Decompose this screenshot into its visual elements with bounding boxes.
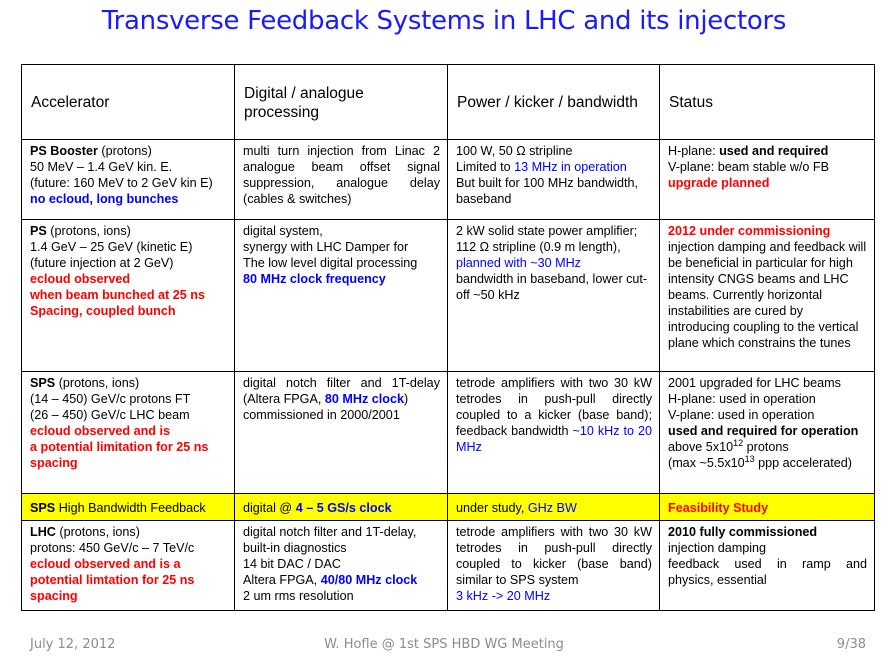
cell-digital <box>235 521 448 611</box>
footer-author: W. Hofle @ 1st SPS HBD WG Meeting <box>324 637 564 652</box>
cell-digital <box>235 220 448 372</box>
cell-text: 2 kW solid state power amplifier; <box>456 224 638 238</box>
row-lhc <box>22 521 875 611</box>
header-status: Status <box>660 65 875 140</box>
superscript: 13 <box>744 453 755 464</box>
cell-text: ecloud observed <box>30 272 131 286</box>
cell-power <box>448 494 660 521</box>
cell-text: (max ~5.5x10 <box>668 456 745 470</box>
cell-text: digital notch filter and 1T-delay (Altera FPGA, <box>243 376 440 406</box>
cell-text: 2001 upgraded for LHC beams <box>668 376 841 390</box>
cell-text: digital @ <box>243 500 296 515</box>
table-header-row <box>22 65 875 140</box>
cell-accel <box>22 140 235 220</box>
cell-text: SPS <box>30 376 56 390</box>
cell-text: planned with ~30 MHz <box>456 256 581 270</box>
cell-text: feedback used in ramp and physics, essential <box>668 557 867 587</box>
cell-text: 3 kHz -> 20 MHz <box>456 589 551 603</box>
cell-text: Limited to <box>456 160 515 174</box>
cell-text: commissioned in 2000/2001 <box>243 408 400 422</box>
cell-text: used and required for operation <box>668 424 859 438</box>
cell-text: 2 um rms resolution <box>243 589 354 603</box>
cell-text: (protons, ions) <box>55 376 140 390</box>
cell-text: GHz BW <box>527 500 577 515</box>
cell-text: 14 bit DAC / DAC <box>243 557 341 571</box>
footer-page-number: 9/38 <box>836 637 866 652</box>
cell-status <box>660 521 875 611</box>
cell-text: a potential limitation for 25 ns spacing <box>30 440 209 470</box>
cell-text: But built for 100 MHz bandwidth, baseband <box>456 176 639 206</box>
cell-text: when beam bunched at 25 ns <box>30 288 205 302</box>
cell-power <box>448 372 660 494</box>
cell-text: Altera FPGA, <box>243 573 321 587</box>
cell-digital <box>235 372 448 494</box>
header-digital-analogue: Digital / analogue processing <box>235 65 448 140</box>
cell-status <box>660 140 875 220</box>
cell-text: The low level digital processing <box>243 256 418 270</box>
cell-digital <box>235 140 448 220</box>
cell-text: 50 MeV – 1.4 GeV kin. E. <box>30 160 173 174</box>
cell-status <box>660 372 875 494</box>
cell-text: H-plane: used in operation <box>668 392 816 406</box>
cell-text: bandwidth in baseband, lower cut-off ~50 kHz <box>456 272 648 302</box>
cell-text: protons: 450 GeV/c – 7 TeV/c <box>30 541 195 555</box>
cell-text: 40/80 MHz clock <box>320 573 418 587</box>
cell-text: used and required <box>719 144 829 158</box>
cell-text: tetrode amplifiers with two 30 kW tetrodes in push-pull directly coupled to a kicker (base band); feedback bandwidth <box>456 376 652 438</box>
cell-power <box>448 220 660 372</box>
cell-text: synergy with LHC Damper for <box>243 240 409 254</box>
cell-text: protons <box>743 440 789 454</box>
cell-power <box>448 521 660 611</box>
header-power-kicker: Power / kicker / bandwidth <box>448 65 660 140</box>
cell-text: 112 Ω stripline (0.9 m length), <box>456 240 621 254</box>
feedback-systems-table <box>21 64 875 611</box>
cell-text: no ecloud, long bunches <box>30 192 179 206</box>
cell-accel <box>22 220 235 372</box>
cell-text: 80 MHz clock frequency <box>243 272 386 286</box>
cell-accel <box>22 494 235 521</box>
cell-text: ecloud observed and is a potential limtation for 25 ns spacing <box>30 557 195 603</box>
cell-accel <box>22 521 235 611</box>
cell-text: 1.4 GeV – 25 GeV (kinetic E) <box>30 240 193 254</box>
cell-text: 13 MHz in operation <box>514 160 627 174</box>
footer-date: July 12, 2012 <box>30 637 116 652</box>
cell-status <box>660 494 875 521</box>
cell-digital <box>235 494 448 521</box>
cell-text: 4 – 5 GS/s clock <box>295 500 392 515</box>
cell-text: upgrade planned <box>668 176 770 190</box>
cell-text: injection damping <box>668 541 767 555</box>
row-ps-booster <box>22 140 875 220</box>
cell-text: ppp accelerated) <box>754 456 852 470</box>
cell-text: (26 – 450) GeV/c LHC beam <box>30 408 190 422</box>
cell-text: Spacing, coupled bunch <box>30 304 176 318</box>
header-accelerator: Accelerator <box>22 65 235 140</box>
cell-text: (protons) <box>97 144 152 158</box>
cell-text: digital system, <box>243 224 323 238</box>
cell-text: tetrode amplifiers with two 30 kW tetrodes in push-pull directly coupled to kicker (base band) similar to SPS system <box>456 525 652 587</box>
cell-text: multi turn injection from Linac 2 analogue beam offset signal suppression, analogue delay (cables & switches) <box>243 144 440 206</box>
cell-text: (future injection at 2 GeV) <box>30 256 174 270</box>
cell-text: V-plane: beam stable w/o FB <box>668 160 830 174</box>
cell-text: (future: 160 MeV to 2 GeV kin E) <box>30 176 213 190</box>
cell-text: under study, <box>456 500 528 515</box>
row-ps <box>22 220 875 372</box>
cell-text: Feasibility Study <box>668 500 769 515</box>
cell-text: 80 MHz clock <box>324 392 404 406</box>
cell-text: digital notch filter and 1T-delay, <box>243 525 417 539</box>
cell-text: 2012 under commissioning <box>668 224 831 238</box>
cell-text: H-plane: <box>668 144 720 158</box>
row-sps <box>22 372 875 494</box>
cell-text: above 5x10 <box>668 440 734 454</box>
cell-text: SPS <box>30 500 56 515</box>
cell-text: ecloud observed and is <box>30 424 170 438</box>
row-sps-hbf <box>22 494 875 521</box>
cell-text: built-in diagnostics <box>243 541 347 555</box>
cell-text: LHC <box>30 525 56 539</box>
cell-status <box>660 220 875 372</box>
cell-text: PS Booster <box>30 144 98 158</box>
cell-accel <box>22 372 235 494</box>
cell-power <box>448 140 660 220</box>
cell-text: ) <box>403 392 409 406</box>
cell-text: injection damping and feedback will be beneficial in particular for high intensity CNGS beams and LHC beams. Currently horizontal instabilities are cured by introducing coupling to the vertical plane which constrains the tunes <box>668 240 867 350</box>
superscript: 12 <box>733 437 744 448</box>
cell-text: 2010 fully commissioned <box>668 525 818 539</box>
cell-text: High Bandwidth Feedback <box>55 500 206 515</box>
cell-text: (14 – 450) GeV/c protons FT <box>30 392 191 406</box>
cell-text: (protons, ions) <box>55 525 140 539</box>
cell-text: (protons, ions) <box>46 224 131 238</box>
slide-title: Transverse Feedback Systems in LHC and its injectors <box>101 6 787 36</box>
cell-text: 100 W, 50 Ω stripline <box>456 144 573 158</box>
cell-text: ~10 kHz to 20 MHz <box>456 424 653 454</box>
cell-text: PS <box>30 224 47 238</box>
cell-text: V-plane: used in operation <box>668 408 815 422</box>
